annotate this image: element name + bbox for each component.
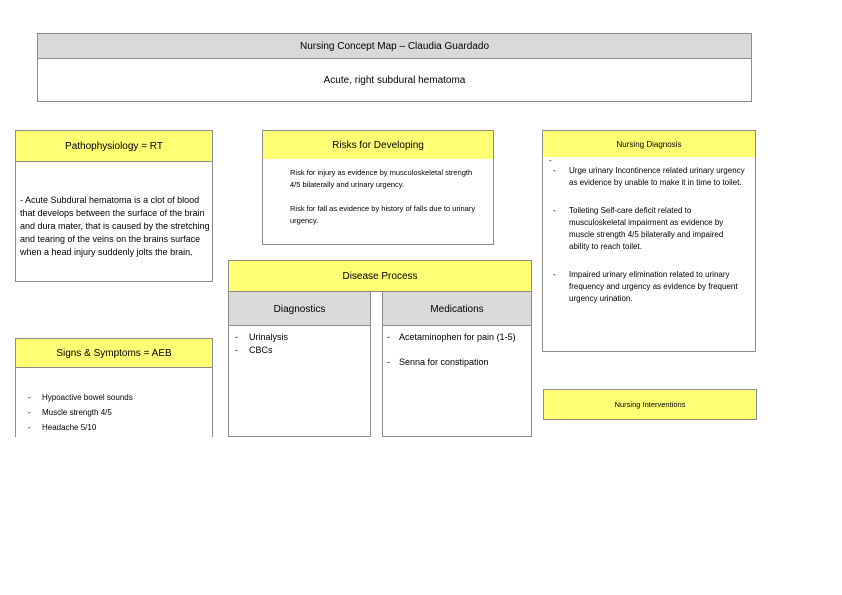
pathophysiology-title: Pathophysiology = RT	[65, 140, 163, 152]
nursing-diagnosis-list	[549, 165, 745, 305]
list-item: - CBCs	[231, 344, 366, 357]
diagnostics-header	[228, 291, 371, 326]
risk-item: Risk for injury as evidence by musculoskeletal strength 4/5 bilaterally and urinary urgency.	[290, 168, 473, 189]
nursing-diagnosis-title: Nursing Diagnosis	[616, 139, 682, 149]
lead-dash: -	[549, 156, 552, 165]
nursing-interventions-header	[543, 389, 757, 420]
nursing-interventions-title: Nursing Interventions	[614, 400, 686, 409]
primary-diagnosis-box	[37, 58, 752, 102]
primary-diagnosis: Acute, right subdural hematoma	[323, 74, 466, 86]
list-item: - Toileting Self-care deficit related to musculoskeletal impairment as evidence by muscle strength 4/5 bilaterally and impaired ability to reach toilet.	[549, 205, 745, 253]
list-item: - Muscle strength 4/5	[24, 405, 212, 420]
medications-body	[382, 325, 532, 437]
risks-header	[262, 130, 494, 160]
diagnostics-body	[228, 325, 371, 437]
medications-header	[382, 291, 532, 326]
nursing-diagnosis-header	[542, 130, 756, 158]
signs-header	[15, 338, 213, 368]
list-item: - Acetaminophen for pain (1-5)	[383, 331, 523, 344]
list-item: - Headache 5/10	[24, 420, 212, 435]
signs-title: Signs & Symptoms = AEB	[56, 347, 172, 359]
pathophysiology-header	[15, 130, 213, 162]
diagnostics-title: Diagnostics	[273, 303, 326, 315]
pathophysiology-text: - Acute Subdural hematoma is a clot of blood that develops between the surface of the brain and dura mater, that is caused by the stretching and tearing of the veins on the brains surface when a head injury suddenly jolts the brain.	[20, 195, 210, 257]
disease-process-header	[228, 260, 532, 292]
signs-body	[15, 367, 213, 437]
diagnostics-list	[231, 331, 366, 357]
page-title: Nursing Concept Map – Claudia Guardado	[300, 40, 489, 52]
list-item: - Urinalysis	[231, 331, 366, 344]
signs-list	[22, 390, 212, 435]
medications-title: Medications	[430, 303, 484, 315]
list-item: - Urge urinary Incontinence related urinary urgency as evidence by unable to make it in time to toilet.	[549, 165, 745, 189]
list-item: - Senna for constipation	[383, 356, 523, 369]
nursing-diagnosis-body	[542, 157, 756, 352]
medications-list	[383, 331, 523, 369]
pathophysiology-body	[15, 161, 213, 282]
list-item: - Impaired urinary elimination related to urinary frequency and urgency as evidence by frequent urgency urination.	[549, 269, 745, 305]
risks-body	[262, 159, 494, 245]
risks-title: Risks for Developing	[332, 139, 424, 151]
list-item: - Hypoactive bowel sounds	[24, 390, 212, 405]
title-bar	[37, 33, 752, 59]
risk-item: Risk for fall as evidence by history of falls due to urinary urgency.	[290, 204, 476, 225]
disease-process-title: Disease Process	[342, 270, 418, 282]
